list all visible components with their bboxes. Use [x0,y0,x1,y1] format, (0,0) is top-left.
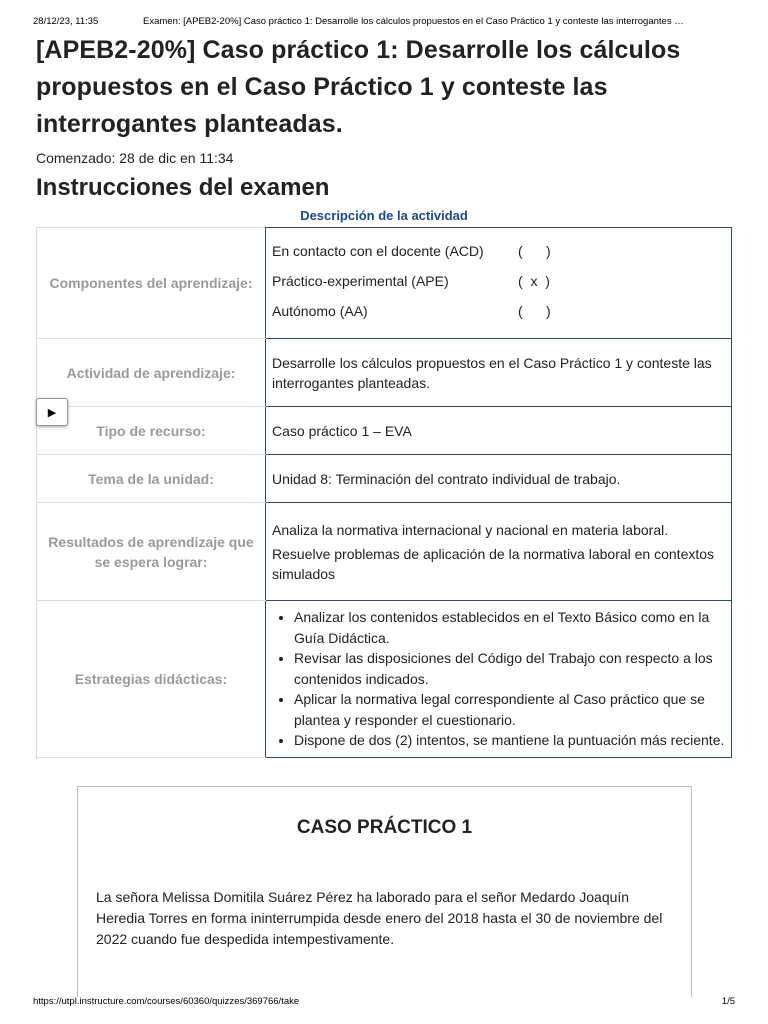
case-text: La señora Melissa Domitila Suárez Pérez ha laborado para el señor Medardo Joaquín Heredia Torres en forma ininterrumpida desde enero del 2018 hasta el 30 de noviembre del 2022 cuando fue despedida intempestivamente. [96,889,663,947]
list-item: • Analizar los contenidos establecidos en el Texto Básico como en la Guía Didáctica. [294,607,725,648]
list-item: • Aplicar la normativa legal correspondiente al Caso práctico que se plantea y responder el cuestionario. [294,689,725,730]
resource-value: Caso práctico 1 – EVA [266,407,732,455]
strategies-value [266,601,732,758]
case-box [77,786,692,997]
component-mark: ( ) [518,303,551,319]
print-header [33,16,735,27]
results-label: Resultados de aprendizaje que se espera lograr: [37,503,266,601]
play-icon: ▶ [47,406,57,419]
resource-label: Tipo de recurso: [37,407,266,455]
component-row-ape [272,271,725,291]
main-content [36,32,736,758]
play-button[interactable] [36,398,68,426]
page-number: 1/5 [721,996,735,1007]
topic-value: Unidad 8: Terminación del contrato individual de trabajo. [266,455,732,503]
case-title: CASO PRÁCTICO 1 [296,817,473,838]
list-item: • Revisar las disposiciones del Código del Trabajo con respecto a los contenidos indicados. [294,648,725,689]
component-row-aa [272,301,725,321]
table-row-strategies [37,601,732,758]
page-url: https://utpl.instructure.com/courses/60360/quizzes/369766/take [33,996,300,1007]
component-mark: ( ) [518,243,551,259]
list-item: • Dispone de dos (2) intentos, se mantiene la puntuación más reciente. [294,730,725,751]
result-line: Analiza la normativa internacional y nacional en materia laboral. [272,521,669,538]
print-page-title: Examen: [APEB2-20%] Caso práctico 1: Desarrolle los cálculos propuestos en el Caso Práctico 1 y conteste las interrogantes … [143,16,684,27]
results-value [266,503,732,601]
table-row-components [37,228,732,339]
print-date: 28/12/23, 11:35 [33,16,99,27]
table-row-topic [37,455,732,503]
component-name: En contacto con el docente (ACD) [272,243,484,259]
strategies-list [272,607,725,751]
activity-label: Actividad de aprendizaje: [37,339,266,407]
started-timestamp: Comenzado: 28 de dic en 11:34 [36,150,234,166]
activity-table [36,208,732,758]
component-mark: ( x ) [518,273,550,289]
topic-label: Tema de la unidad: [37,455,266,503]
components-label: Componentes del aprendizaje: [37,228,266,339]
instructions-heading: Instrucciones del examen [36,174,330,201]
table-row-activity [37,339,732,407]
activity-table-caption: Descripción de la actividad [300,208,468,223]
component-name: Práctico-experimental (APE) [272,273,449,289]
activity-value: Desarrolle los cálculos propuestos en el Caso Práctico 1 y conteste las interrogantes planteadas. [266,339,732,407]
result-line: Resuelve problemas de aplicación de la normativa laboral en contextos simulados [272,545,715,582]
components-value [266,228,732,339]
component-name: Autónomo (AA) [272,303,368,319]
table-row-results [37,503,732,601]
strategies-label: Estrategias didácticas: [37,601,266,758]
quiz-title: [APEB2-20%] Caso práctico 1: Desarrolle los cálculos propuestos en el Caso Práctico 1 y conteste las interrogantes planteadas. [36,36,681,138]
component-row-acd [272,241,725,261]
table-row-resource [37,407,732,455]
print-footer [33,996,735,1007]
